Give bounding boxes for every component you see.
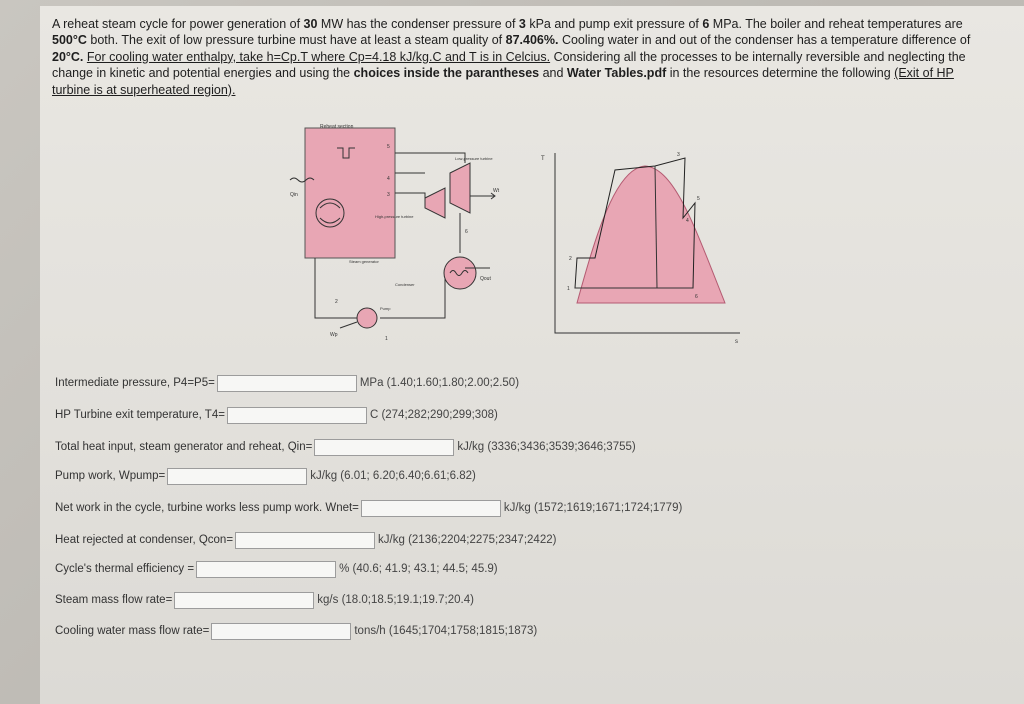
pump xyxy=(357,308,377,328)
question-unit: MPa (1.40;1.60;1.80;2.00;2.50) xyxy=(359,377,520,389)
pump-work-label: Wp xyxy=(330,332,338,338)
question-row xyxy=(55,498,682,518)
pump-label: Pump xyxy=(380,306,391,311)
s-axis-label: s xyxy=(735,339,738,345)
problem-statement: A reheat steam cycle for power generation of 30 MW has the condenser pressure of 3 kPa and pump exit pressure of 6 MPa. The boiler and reheat temperatures are 500°C both. The exit of low pressure turbine must have at least a steam quality of 87.406%. Cooling water in and out of the condenser has a temperature difference of 20°C. For cooling water enthalpy, take h=Cp.T where Cp=4.18 kJ/kg.C and T is in Celcius. Considering all the processes to be internally reversible and neglecting the change in kinetic and potential energies and using the choices inside the parantheses and Water Tables.pdf in the resources determine the following (Exit of HP turbine is at superheated region). xyxy=(52,17,971,97)
svg-text:6: 6 xyxy=(695,294,698,300)
svg-text:5: 5 xyxy=(697,196,700,202)
question-label: Pump work, Wpump= xyxy=(55,470,166,482)
hp-turbine-exit-temperature-input[interactable] xyxy=(227,407,367,424)
net-work-input[interactable] xyxy=(361,500,501,517)
reheat-section-label: Reheat section xyxy=(320,124,354,130)
saturation-dome xyxy=(577,166,725,303)
question-row xyxy=(55,559,498,579)
steam-generator-label: Steam generator xyxy=(349,259,379,264)
q-out-label: Qout xyxy=(480,276,491,282)
svg-text:2: 2 xyxy=(569,256,572,262)
question-row xyxy=(55,405,498,425)
q-in-label: Qin xyxy=(290,192,298,198)
question-unit: kJ/kg (2136;2204;2275;2347;2422) xyxy=(378,534,557,546)
total-heat-input-input[interactable] xyxy=(314,439,454,456)
t-s-diagram xyxy=(541,152,740,345)
cycle-schematic xyxy=(290,124,500,342)
question-label: Net work in the cycle, turbine works less pump work. Wnet= xyxy=(55,502,359,514)
pump-work-input[interactable] xyxy=(167,468,307,485)
question-label: Heat rejected at condenser, Qcon= xyxy=(55,534,234,546)
high-pressure-turbine xyxy=(425,188,445,218)
question-label: Intermediate pressure, P4=P5= xyxy=(55,377,215,389)
turbine-work-label: Wt xyxy=(493,188,500,194)
question-label: HP Turbine exit temperature, T4= xyxy=(55,409,225,421)
question-label: Total heat input, steam generator and reheat, Qin= xyxy=(55,441,313,453)
svg-text:4: 4 xyxy=(686,218,689,224)
question-unit: C (274;282;290;299;308) xyxy=(369,409,498,421)
condenser xyxy=(444,257,476,289)
hp-turbine-label: High-pressure turbine xyxy=(375,214,414,219)
question-row xyxy=(55,437,636,457)
question-unit: tons/h (1645;1704;1758;1815;1873) xyxy=(354,625,538,637)
question-label: Cooling water mass flow rate= xyxy=(55,625,210,637)
thermal-efficiency-input[interactable] xyxy=(196,561,336,578)
lp-turbine-label: Low-pressure turbine xyxy=(455,156,493,161)
question-label: Steam mass flow rate= xyxy=(55,594,173,606)
t-axis-label: T xyxy=(541,156,545,162)
question-label: Cycle's thermal efficiency = xyxy=(55,563,195,575)
question-row xyxy=(55,621,537,641)
pump-work-arrow xyxy=(340,322,357,328)
question-row xyxy=(55,590,474,610)
question-unit: kJ/kg (1572;1619;1671;1724;1779) xyxy=(503,502,683,514)
svg-text:3: 3 xyxy=(677,152,680,158)
question-row xyxy=(55,466,476,486)
state-4-label: 4 xyxy=(387,176,390,182)
question-unit: kg/s (18.0;18.5;19.1;19.7;20.4) xyxy=(317,594,474,606)
cooling-water-mass-flow-input[interactable] xyxy=(211,623,351,640)
reheat-cycle-diagram xyxy=(285,118,750,358)
condenser-label: Condenser xyxy=(395,282,415,287)
state-1-label: 1 xyxy=(385,336,388,342)
state-5-label: 5 xyxy=(387,144,390,150)
question-row xyxy=(55,530,556,550)
low-pressure-turbine xyxy=(450,163,470,213)
question-unit: % (40.6; 41.9; 43.1; 44.5; 45.9) xyxy=(339,563,498,575)
steam-mass-flow-input[interactable] xyxy=(174,592,314,609)
question-unit: kJ/kg (3336;3436;3539;3646;3755) xyxy=(457,441,636,453)
question-unit: kJ/kg (6.01; 6.20;6.40;6.61;6.82) xyxy=(310,470,476,482)
state-3-label: 3 xyxy=(387,192,390,198)
question-row xyxy=(55,373,519,393)
intermediate-pressure-input[interactable] xyxy=(217,375,357,392)
state-6-label: 6 xyxy=(465,229,468,235)
heat-rejected-input[interactable] xyxy=(235,532,375,549)
svg-text:1: 1 xyxy=(567,286,570,292)
state-2-label: 2 xyxy=(335,299,338,305)
